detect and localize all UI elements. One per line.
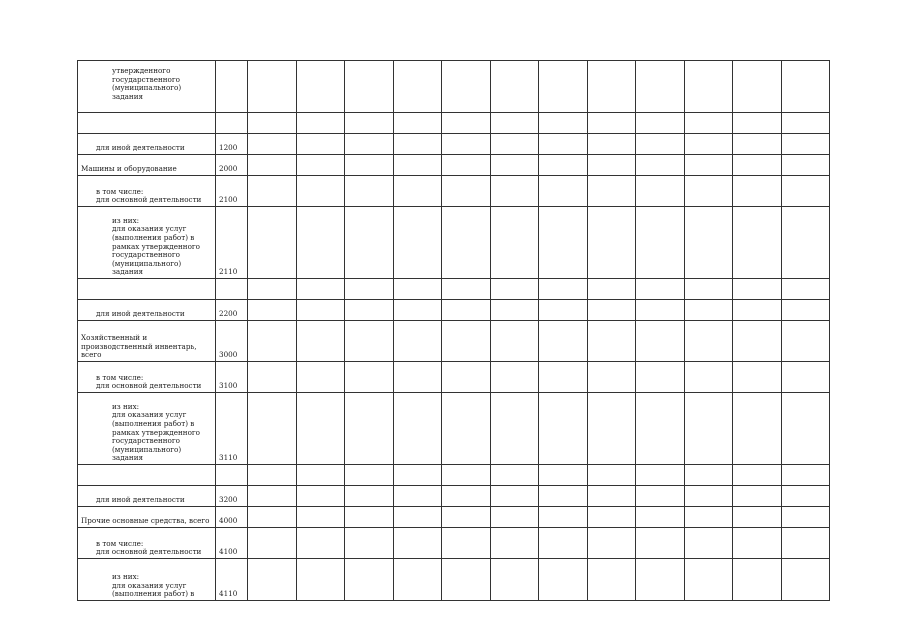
value-cell[interactable] xyxy=(442,528,491,559)
row-code xyxy=(216,113,248,134)
value-cell[interactable] xyxy=(297,559,345,601)
value-cell[interactable] xyxy=(733,300,782,321)
value-cell[interactable] xyxy=(394,155,442,176)
row-code: 3000 xyxy=(216,321,248,362)
value-cell[interactable] xyxy=(248,279,297,300)
row-code: 4100 xyxy=(216,528,248,559)
value-cell[interactable] xyxy=(539,300,588,321)
value-cell[interactable] xyxy=(782,559,830,601)
value-cell[interactable] xyxy=(394,362,442,393)
value-cell[interactable] xyxy=(345,507,394,528)
value-cell[interactable] xyxy=(636,176,685,207)
value-cell[interactable] xyxy=(733,61,782,113)
row-label-cell xyxy=(78,300,216,321)
value-cell[interactable] xyxy=(248,207,297,279)
value-cell[interactable] xyxy=(442,176,491,207)
value-cell[interactable] xyxy=(636,300,685,321)
row-label-cell xyxy=(78,486,216,507)
table-row xyxy=(78,113,830,134)
value-cell[interactable] xyxy=(685,279,733,300)
value-cell[interactable] xyxy=(442,465,491,486)
table-body xyxy=(78,61,830,601)
value-cell[interactable] xyxy=(685,528,733,559)
value-cell[interactable] xyxy=(394,113,442,134)
value-cell[interactable] xyxy=(539,528,588,559)
row-label: утвержденного государственного (муниципального) задания xyxy=(112,66,182,101)
value-cell[interactable] xyxy=(491,155,539,176)
value-cell[interactable] xyxy=(636,507,685,528)
value-cell[interactable] xyxy=(394,300,442,321)
row-label-cell xyxy=(78,528,216,559)
value-cell[interactable] xyxy=(588,362,636,393)
value-cell[interactable] xyxy=(248,393,297,465)
value-cell[interactable] xyxy=(248,559,297,601)
value-cell[interactable] xyxy=(782,362,830,393)
value-cell[interactable] xyxy=(636,393,685,465)
value-cell[interactable] xyxy=(394,486,442,507)
row-code: 4000 xyxy=(216,507,248,528)
value-cell[interactable] xyxy=(297,528,345,559)
value-cell[interactable] xyxy=(685,207,733,279)
value-cell[interactable] xyxy=(588,279,636,300)
row-label-cell xyxy=(78,362,216,393)
value-cell[interactable] xyxy=(782,279,830,300)
value-cell[interactable] xyxy=(248,155,297,176)
value-cell[interactable] xyxy=(733,134,782,155)
row-label-cell xyxy=(78,321,216,362)
value-cell[interactable] xyxy=(297,155,345,176)
value-cell[interactable] xyxy=(345,279,394,300)
table-row xyxy=(78,279,830,300)
value-cell[interactable] xyxy=(491,176,539,207)
value-cell[interactable] xyxy=(394,559,442,601)
value-cell[interactable] xyxy=(491,465,539,486)
value-cell[interactable] xyxy=(491,393,539,465)
row-label-cell xyxy=(78,61,216,113)
value-cell[interactable] xyxy=(297,279,345,300)
value-cell[interactable] xyxy=(733,155,782,176)
value-cell[interactable] xyxy=(345,113,394,134)
value-cell[interactable] xyxy=(345,61,394,113)
value-cell[interactable] xyxy=(588,507,636,528)
value-cell[interactable] xyxy=(345,207,394,279)
value-cell[interactable] xyxy=(491,507,539,528)
value-cell[interactable] xyxy=(685,61,733,113)
value-cell[interactable] xyxy=(782,507,830,528)
value-cell[interactable] xyxy=(636,362,685,393)
row-label-cell xyxy=(78,176,216,207)
table-row xyxy=(78,134,830,155)
value-cell[interactable] xyxy=(539,486,588,507)
row-label: Хозяйственный и производственный инвентарь, всего xyxy=(81,333,197,360)
row-label-cell xyxy=(78,279,216,300)
value-cell[interactable] xyxy=(345,559,394,601)
value-cell[interactable] xyxy=(733,465,782,486)
value-cell[interactable] xyxy=(733,279,782,300)
value-cell[interactable] xyxy=(685,176,733,207)
row-label: из них: для оказания услуг (выполнения работ) в xyxy=(112,572,195,599)
row-label: для иной деятельности xyxy=(96,309,185,319)
value-cell[interactable] xyxy=(782,393,830,465)
table-row xyxy=(78,61,830,113)
value-cell[interactable] xyxy=(297,207,345,279)
value-cell[interactable] xyxy=(685,465,733,486)
value-cell[interactable] xyxy=(685,321,733,362)
value-cell[interactable] xyxy=(782,528,830,559)
value-cell[interactable] xyxy=(782,300,830,321)
row-label: из них: для оказания услуг (выполнения работ) в рамках утвержденного государственного (муниципального) задания xyxy=(112,215,200,277)
value-cell[interactable] xyxy=(297,393,345,465)
row-label: для иной деятельности xyxy=(96,495,185,505)
value-cell[interactable] xyxy=(442,393,491,465)
value-cell[interactable] xyxy=(345,176,394,207)
value-cell[interactable] xyxy=(733,207,782,279)
value-cell[interactable] xyxy=(248,362,297,393)
value-cell[interactable] xyxy=(297,113,345,134)
value-cell[interactable] xyxy=(442,300,491,321)
value-cell[interactable] xyxy=(394,507,442,528)
value-cell[interactable] xyxy=(394,207,442,279)
table-row xyxy=(78,155,830,176)
value-cell[interactable] xyxy=(636,113,685,134)
value-cell[interactable] xyxy=(636,279,685,300)
table-row xyxy=(78,559,830,601)
row-code xyxy=(216,279,248,300)
value-cell[interactable] xyxy=(588,61,636,113)
value-cell[interactable] xyxy=(588,465,636,486)
row-code: 2110 xyxy=(216,207,248,279)
value-cell[interactable] xyxy=(345,393,394,465)
row-code: 4110 xyxy=(216,559,248,601)
value-cell[interactable] xyxy=(685,393,733,465)
value-cell[interactable] xyxy=(345,362,394,393)
value-cell[interactable] xyxy=(491,279,539,300)
value-cell[interactable] xyxy=(539,393,588,465)
value-cell[interactable] xyxy=(491,300,539,321)
table-row xyxy=(78,207,830,279)
value-cell[interactable] xyxy=(782,113,830,134)
value-cell[interactable] xyxy=(539,207,588,279)
value-cell[interactable] xyxy=(297,300,345,321)
value-cell[interactable] xyxy=(345,321,394,362)
value-cell[interactable] xyxy=(588,559,636,601)
table-row xyxy=(78,393,830,465)
value-cell[interactable] xyxy=(733,393,782,465)
value-cell[interactable] xyxy=(685,155,733,176)
value-cell[interactable] xyxy=(636,559,685,601)
value-cell[interactable] xyxy=(636,528,685,559)
row-code xyxy=(216,465,248,486)
value-cell[interactable] xyxy=(636,134,685,155)
value-cell[interactable] xyxy=(685,300,733,321)
value-cell[interactable] xyxy=(442,559,491,601)
table-row xyxy=(78,300,830,321)
value-cell[interactable] xyxy=(248,113,297,134)
value-cell[interactable] xyxy=(733,362,782,393)
value-cell[interactable] xyxy=(782,176,830,207)
value-cell[interactable] xyxy=(248,486,297,507)
value-cell[interactable] xyxy=(733,559,782,601)
value-cell[interactable] xyxy=(782,465,830,486)
row-label: в том числе: для основной деятельности xyxy=(96,372,202,391)
row-label-cell xyxy=(78,465,216,486)
row-label-cell xyxy=(78,113,216,134)
value-cell[interactable] xyxy=(733,528,782,559)
value-cell[interactable] xyxy=(442,279,491,300)
table-row xyxy=(78,528,830,559)
value-cell[interactable] xyxy=(442,134,491,155)
value-cell[interactable] xyxy=(539,113,588,134)
value-cell[interactable] xyxy=(297,486,345,507)
value-cell[interactable] xyxy=(588,393,636,465)
row-code: 2000 xyxy=(216,155,248,176)
value-cell[interactable] xyxy=(394,134,442,155)
value-cell[interactable] xyxy=(345,134,394,155)
value-cell[interactable] xyxy=(442,207,491,279)
value-cell[interactable] xyxy=(685,134,733,155)
value-cell[interactable] xyxy=(733,486,782,507)
table-row xyxy=(78,321,830,362)
value-cell[interactable] xyxy=(345,465,394,486)
row-code: 2100 xyxy=(216,176,248,207)
value-cell[interactable] xyxy=(782,155,830,176)
value-cell[interactable] xyxy=(248,61,297,113)
value-cell[interactable] xyxy=(539,559,588,601)
table-row xyxy=(78,507,830,528)
value-cell[interactable] xyxy=(733,321,782,362)
value-cell[interactable] xyxy=(588,486,636,507)
value-cell[interactable] xyxy=(394,393,442,465)
value-cell[interactable] xyxy=(248,176,297,207)
value-cell[interactable] xyxy=(636,486,685,507)
value-cell[interactable] xyxy=(248,465,297,486)
value-cell[interactable] xyxy=(442,61,491,113)
value-cell[interactable] xyxy=(588,176,636,207)
value-cell[interactable] xyxy=(636,61,685,113)
row-code xyxy=(216,61,248,113)
value-cell[interactable] xyxy=(539,61,588,113)
value-cell[interactable] xyxy=(636,465,685,486)
value-cell[interactable] xyxy=(491,528,539,559)
value-cell[interactable] xyxy=(491,559,539,601)
value-cell[interactable] xyxy=(685,507,733,528)
value-cell[interactable] xyxy=(248,134,297,155)
value-cell[interactable] xyxy=(636,155,685,176)
row-label-cell xyxy=(78,559,216,601)
row-label-cell xyxy=(78,155,216,176)
value-cell[interactable] xyxy=(491,362,539,393)
value-cell[interactable] xyxy=(442,362,491,393)
value-cell[interactable] xyxy=(782,61,830,113)
value-cell[interactable] xyxy=(539,321,588,362)
value-cell[interactable] xyxy=(685,113,733,134)
row-label-cell xyxy=(78,207,216,279)
value-cell[interactable] xyxy=(248,321,297,362)
value-cell[interactable] xyxy=(297,134,345,155)
value-cell[interactable] xyxy=(491,486,539,507)
row-code: 1200 xyxy=(216,134,248,155)
value-cell[interactable] xyxy=(297,507,345,528)
value-cell[interactable] xyxy=(733,507,782,528)
value-cell[interactable] xyxy=(685,362,733,393)
value-cell[interactable] xyxy=(394,176,442,207)
value-cell[interactable] xyxy=(588,300,636,321)
value-cell[interactable] xyxy=(491,321,539,362)
table-row xyxy=(78,486,830,507)
value-cell[interactable] xyxy=(782,321,830,362)
value-cell[interactable] xyxy=(539,507,588,528)
value-cell[interactable] xyxy=(491,61,539,113)
value-cell[interactable] xyxy=(539,155,588,176)
value-cell[interactable] xyxy=(782,207,830,279)
value-cell[interactable] xyxy=(248,507,297,528)
value-cell[interactable] xyxy=(636,207,685,279)
value-cell[interactable] xyxy=(539,465,588,486)
value-cell[interactable] xyxy=(491,207,539,279)
value-cell[interactable] xyxy=(442,113,491,134)
row-label: для иной деятельности xyxy=(96,143,185,153)
value-cell[interactable] xyxy=(588,155,636,176)
value-cell[interactable] xyxy=(539,134,588,155)
value-cell[interactable] xyxy=(636,321,685,362)
row-label: Машины и оборудование xyxy=(81,164,177,174)
value-cell[interactable] xyxy=(297,465,345,486)
row-label: в том числе: для основной деятельности xyxy=(96,186,202,205)
value-cell[interactable] xyxy=(394,279,442,300)
value-cell[interactable] xyxy=(394,321,442,362)
value-cell[interactable] xyxy=(442,155,491,176)
value-cell[interactable] xyxy=(394,528,442,559)
value-cell[interactable] xyxy=(345,155,394,176)
value-cell[interactable] xyxy=(394,465,442,486)
value-cell[interactable] xyxy=(782,134,830,155)
value-cell[interactable] xyxy=(442,507,491,528)
value-cell[interactable] xyxy=(297,176,345,207)
row-code: 3100 xyxy=(216,362,248,393)
row-label-cell xyxy=(78,507,216,528)
table-row xyxy=(78,465,830,486)
value-cell[interactable] xyxy=(442,486,491,507)
value-cell[interactable] xyxy=(539,362,588,393)
value-cell[interactable] xyxy=(394,61,442,113)
row-code: 2200 xyxy=(216,300,248,321)
row-label: из них: для оказания услуг (выполнения работ) в рамках утвержденного государственного (муниципального) задания xyxy=(112,401,200,463)
asset-report-table xyxy=(77,60,830,601)
value-cell[interactable] xyxy=(539,279,588,300)
value-cell[interactable] xyxy=(588,528,636,559)
value-cell[interactable] xyxy=(685,559,733,601)
value-cell[interactable] xyxy=(588,321,636,362)
value-cell[interactable] xyxy=(588,113,636,134)
value-cell[interactable] xyxy=(491,113,539,134)
value-cell[interactable] xyxy=(733,113,782,134)
value-cell[interactable] xyxy=(685,486,733,507)
value-cell[interactable] xyxy=(733,176,782,207)
value-cell[interactable] xyxy=(588,134,636,155)
value-cell[interactable] xyxy=(782,486,830,507)
table-row xyxy=(78,176,830,207)
row-label-cell xyxy=(78,134,216,155)
row-code: 3110 xyxy=(216,393,248,465)
value-cell[interactable] xyxy=(345,486,394,507)
value-cell[interactable] xyxy=(297,362,345,393)
row-label-cell xyxy=(78,393,216,465)
value-cell[interactable] xyxy=(442,321,491,362)
value-cell[interactable] xyxy=(248,300,297,321)
row-label: в том числе: для основной деятельности xyxy=(96,538,202,557)
value-cell[interactable] xyxy=(588,207,636,279)
value-cell[interactable] xyxy=(248,528,297,559)
table-row xyxy=(78,362,830,393)
value-cell[interactable] xyxy=(297,61,345,113)
value-cell[interactable] xyxy=(345,528,394,559)
value-cell[interactable] xyxy=(491,134,539,155)
value-cell[interactable] xyxy=(297,321,345,362)
value-cell[interactable] xyxy=(539,176,588,207)
row-label: Прочие основные средства, всего xyxy=(81,516,210,526)
value-cell[interactable] xyxy=(345,300,394,321)
row-code: 3200 xyxy=(216,486,248,507)
